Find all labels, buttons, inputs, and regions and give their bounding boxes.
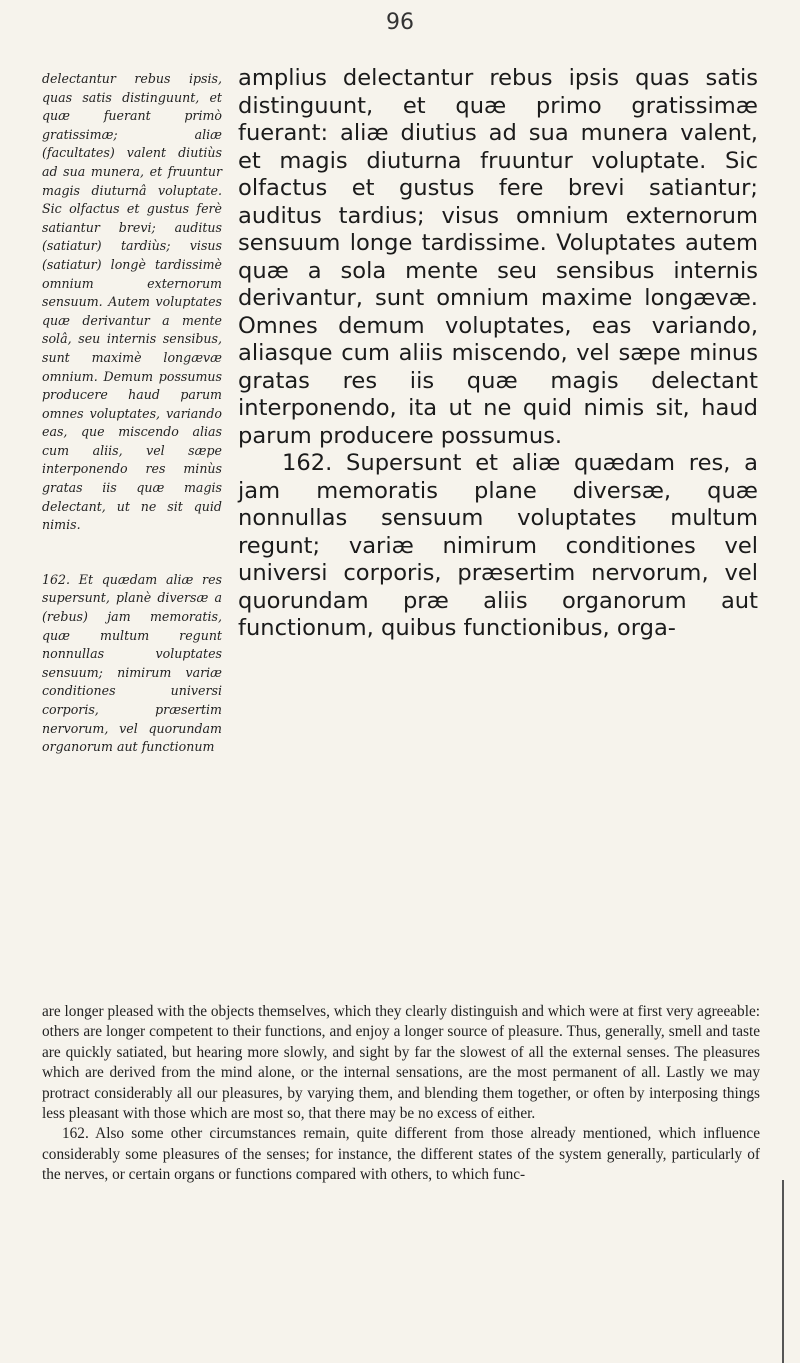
page-number: 96 — [386, 10, 414, 35]
page-edge-rule — [782, 1180, 784, 1363]
latin-main-text — [238, 65, 758, 643]
interlinear-gloss-column — [42, 70, 222, 793]
latin-paragraph: 162. Supersunt et aliæ quædam res, a jam memoratis plane diversæ, quæ nonnullas sensuum voluptates multum regunt; variæ nimirum conditiones vel universi corporis, præsertim nervorum, vel quorundam præ aliis organorum aut functionum, quibus functionibus, orga- — [238, 450, 758, 641]
latin-paragraph: amplius delectantur rebus ipsis quas satis distinguunt, et quæ primo gratissimæ fuerant: aliæ diutius ad sua munera valent, et magis diuturna fruuntur voluptate. Sic olfactus et gustus fere brevi satiantur; auditus tardius; visus omnium externorum sensuum longe tardissime. Voluptates autem quæ a sola mente seu sensibus internis derivantur, sunt omnium maxime longævæ. Omnes demum voluptates, eas variando, aliasque cum aliis miscendo, vel sæpe minus gratas res iis quæ magis delectant interponendo, ita ut ne quid nimis sit, haud parum producere possumus. — [238, 65, 758, 449]
translation-paragraph: are longer pleased with the objects themselves, which they clearly distinguish and which were at first very agreeable: others are longer competent to their functions, and enjoy a longer source of pleasure. Thus, generally, smell and taste are quickly satiated, but hearing more slowly, and sight by far the slowest of all the external senses. The pleasures which are derived from the mind alone, or the internal sensations, are the most permanent of all. Lastly we may protract considerably all our pleasures, by varying them, and blending them together, or often by interposing things less pleasant with those which are most so, that there may be no excess of either. — [42, 1003, 760, 1123]
translation-paragraph: 162. Also some other circumstances remain, quite different from those already mentioned, which influence considerably some pleasures of the senses; for instance, the different states of the system generally, particularly of the nerves, or certain organs or functions compared with others, to which func- — [42, 1125, 760, 1184]
gloss-paragraph: 162. Et quædam aliæ res supersunt, planè diversæ a (rebus) jam memoratis, quæ multum regunt nonnullas voluptates sensuum; nimirum variæ conditiones universi corporis, præsertim nervorum, vel quorundam organorum aut functionum — [42, 571, 222, 755]
english-translation — [42, 1002, 760, 1186]
gloss-paragraph: delectantur rebus ipsis, quas satis distinguunt, et quæ fuerant primò gratissimæ; aliæ (facultates) valent diutiùs ad sua munera, et fruuntur magis diuturnâ voluptate. Sic olfactus et gustus ferè satiantur brevi; auditus (satiatur) tardiùs; visus (satiatur) longè tardissimè omnium externorum sensuum. Autem voluptates quæ derivantur a mente solâ, seu internis sensibus, sunt maximè longævæ omnium. Demum possumus producere haud parum omnes voluptates, variando eas, que miscendo alias cum aliis, vel sæpe interponendo res minùs gratas iis quæ magis delectant, ut ne sit quid nimis. — [42, 71, 222, 533]
